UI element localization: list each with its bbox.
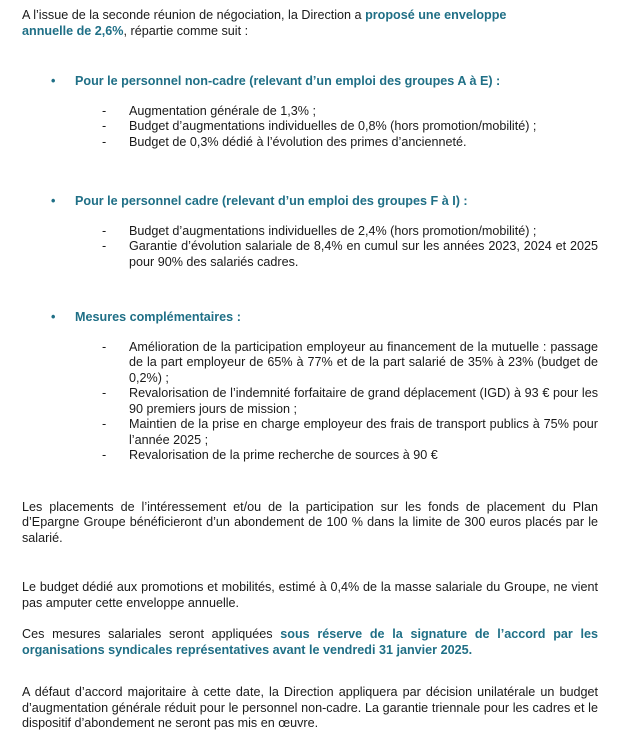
section-mesures-list	[22, 340, 598, 464]
intro-text-after: , répartie comme suit :	[123, 23, 249, 38]
dash-icon: -	[102, 448, 107, 462]
dash-icon: -	[102, 417, 107, 431]
section-non-cadre-heading	[51, 74, 598, 90]
list-item: - Budget de 0,3% dédié à l’évolution des primes d’ancienneté.	[102, 134, 467, 149]
section-non-cadre-list	[22, 104, 598, 151]
list-item: - Amélioration de la participation employeur au financement de la mutuelle : passage de la part employeur de 65% à 77% et de la part salarié de 35% à 23% (budget de 0,2%) ;	[102, 339, 598, 385]
placements-paragraph: Les placements de l’intéressement et/ou de la participation sur les fonds de placement du Plan d’Epargne Groupe bénéficieront d’un abondement de 100 % dans la limite de 300 euros placés par le salarié.	[22, 499, 598, 545]
section-cadre-list	[22, 224, 598, 271]
list-item: - Revalorisation de l’indemnité forfaitaire de grand déplacement (IGD) à 93 € pour les 90 premiers jours de mission ;	[102, 386, 598, 416]
defaut-paragraph: A défaut d’accord majoritaire à cette date, la Direction appliquera par décision unilatérale un budget d’augmentation générale réduit pour le personnel non-cadre. La garantie triennale pour les cadres et le dispositif d’abondement ne seront pas mis en œuvre.	[22, 685, 598, 730]
section-cadre-heading	[51, 194, 598, 210]
mesures-paragraph	[22, 627, 598, 658]
bullet-icon: •	[51, 74, 56, 88]
dash-icon: -	[102, 134, 107, 149]
dash-icon: -	[102, 339, 107, 354]
list-item: - Budget d’augmentations individuelles de 2,4% (hors promotion/mobilité) ;	[102, 223, 537, 238]
list-item: - Garantie d’évolution salariale de 8,4% en cumul sur les années 2023, 2024 et 2025 pour 90% des salariés cadres.	[102, 239, 598, 269]
section-mesures-heading	[51, 310, 598, 326]
list-item: - Maintien de la prise en charge employeur des frais de transport publics à 75% pour l’année 2025 ;	[102, 417, 598, 447]
list-item: - Revalorisation de la prime recherche de sources à 90 €	[102, 448, 438, 462]
budget-paragraph: Le budget dédié aux promotions et mobilités, estimé à 0,4% de la masse salariale du Groupe, ne vient pas amputer cette enveloppe annuelle.	[22, 580, 598, 610]
dash-icon: -	[102, 103, 107, 118]
dash-icon: -	[102, 223, 107, 238]
list-item: - Augmentation générale de 1,3% ;	[102, 103, 316, 118]
dash-icon: -	[102, 239, 107, 253]
intro-text-before: A l’issue de la seconde réunion de négociation, la Direction a	[22, 8, 366, 22]
intro-highlight: proposé une enveloppe annuelle de 2,6%	[22, 8, 507, 38]
mesures-highlight: sous réserve de la signature de l’accord par les organisations syndicales représentatives avant le vendredi 31 janvier 2025.	[22, 627, 598, 657]
mesures-text-before: Ces mesures salariales seront appliquées	[22, 627, 281, 641]
intro-paragraph	[22, 8, 542, 39]
bullet-icon: •	[51, 194, 56, 208]
list-item: - Budget d’augmentations individuelles de 0,8% (hors promotion/mobilité) ;	[102, 119, 537, 133]
section-title: Mesures complémentaires :	[75, 310, 241, 324]
dash-icon: -	[102, 386, 107, 400]
section-title: Pour le personnel cadre (relevant d’un emploi des groupes F à I) :	[75, 194, 468, 208]
bullet-icon: •	[51, 310, 56, 324]
section-title: Pour le personnel non-cadre (relevant d’un emploi des groupes A à E) :	[75, 74, 501, 88]
dash-icon: -	[102, 119, 107, 133]
